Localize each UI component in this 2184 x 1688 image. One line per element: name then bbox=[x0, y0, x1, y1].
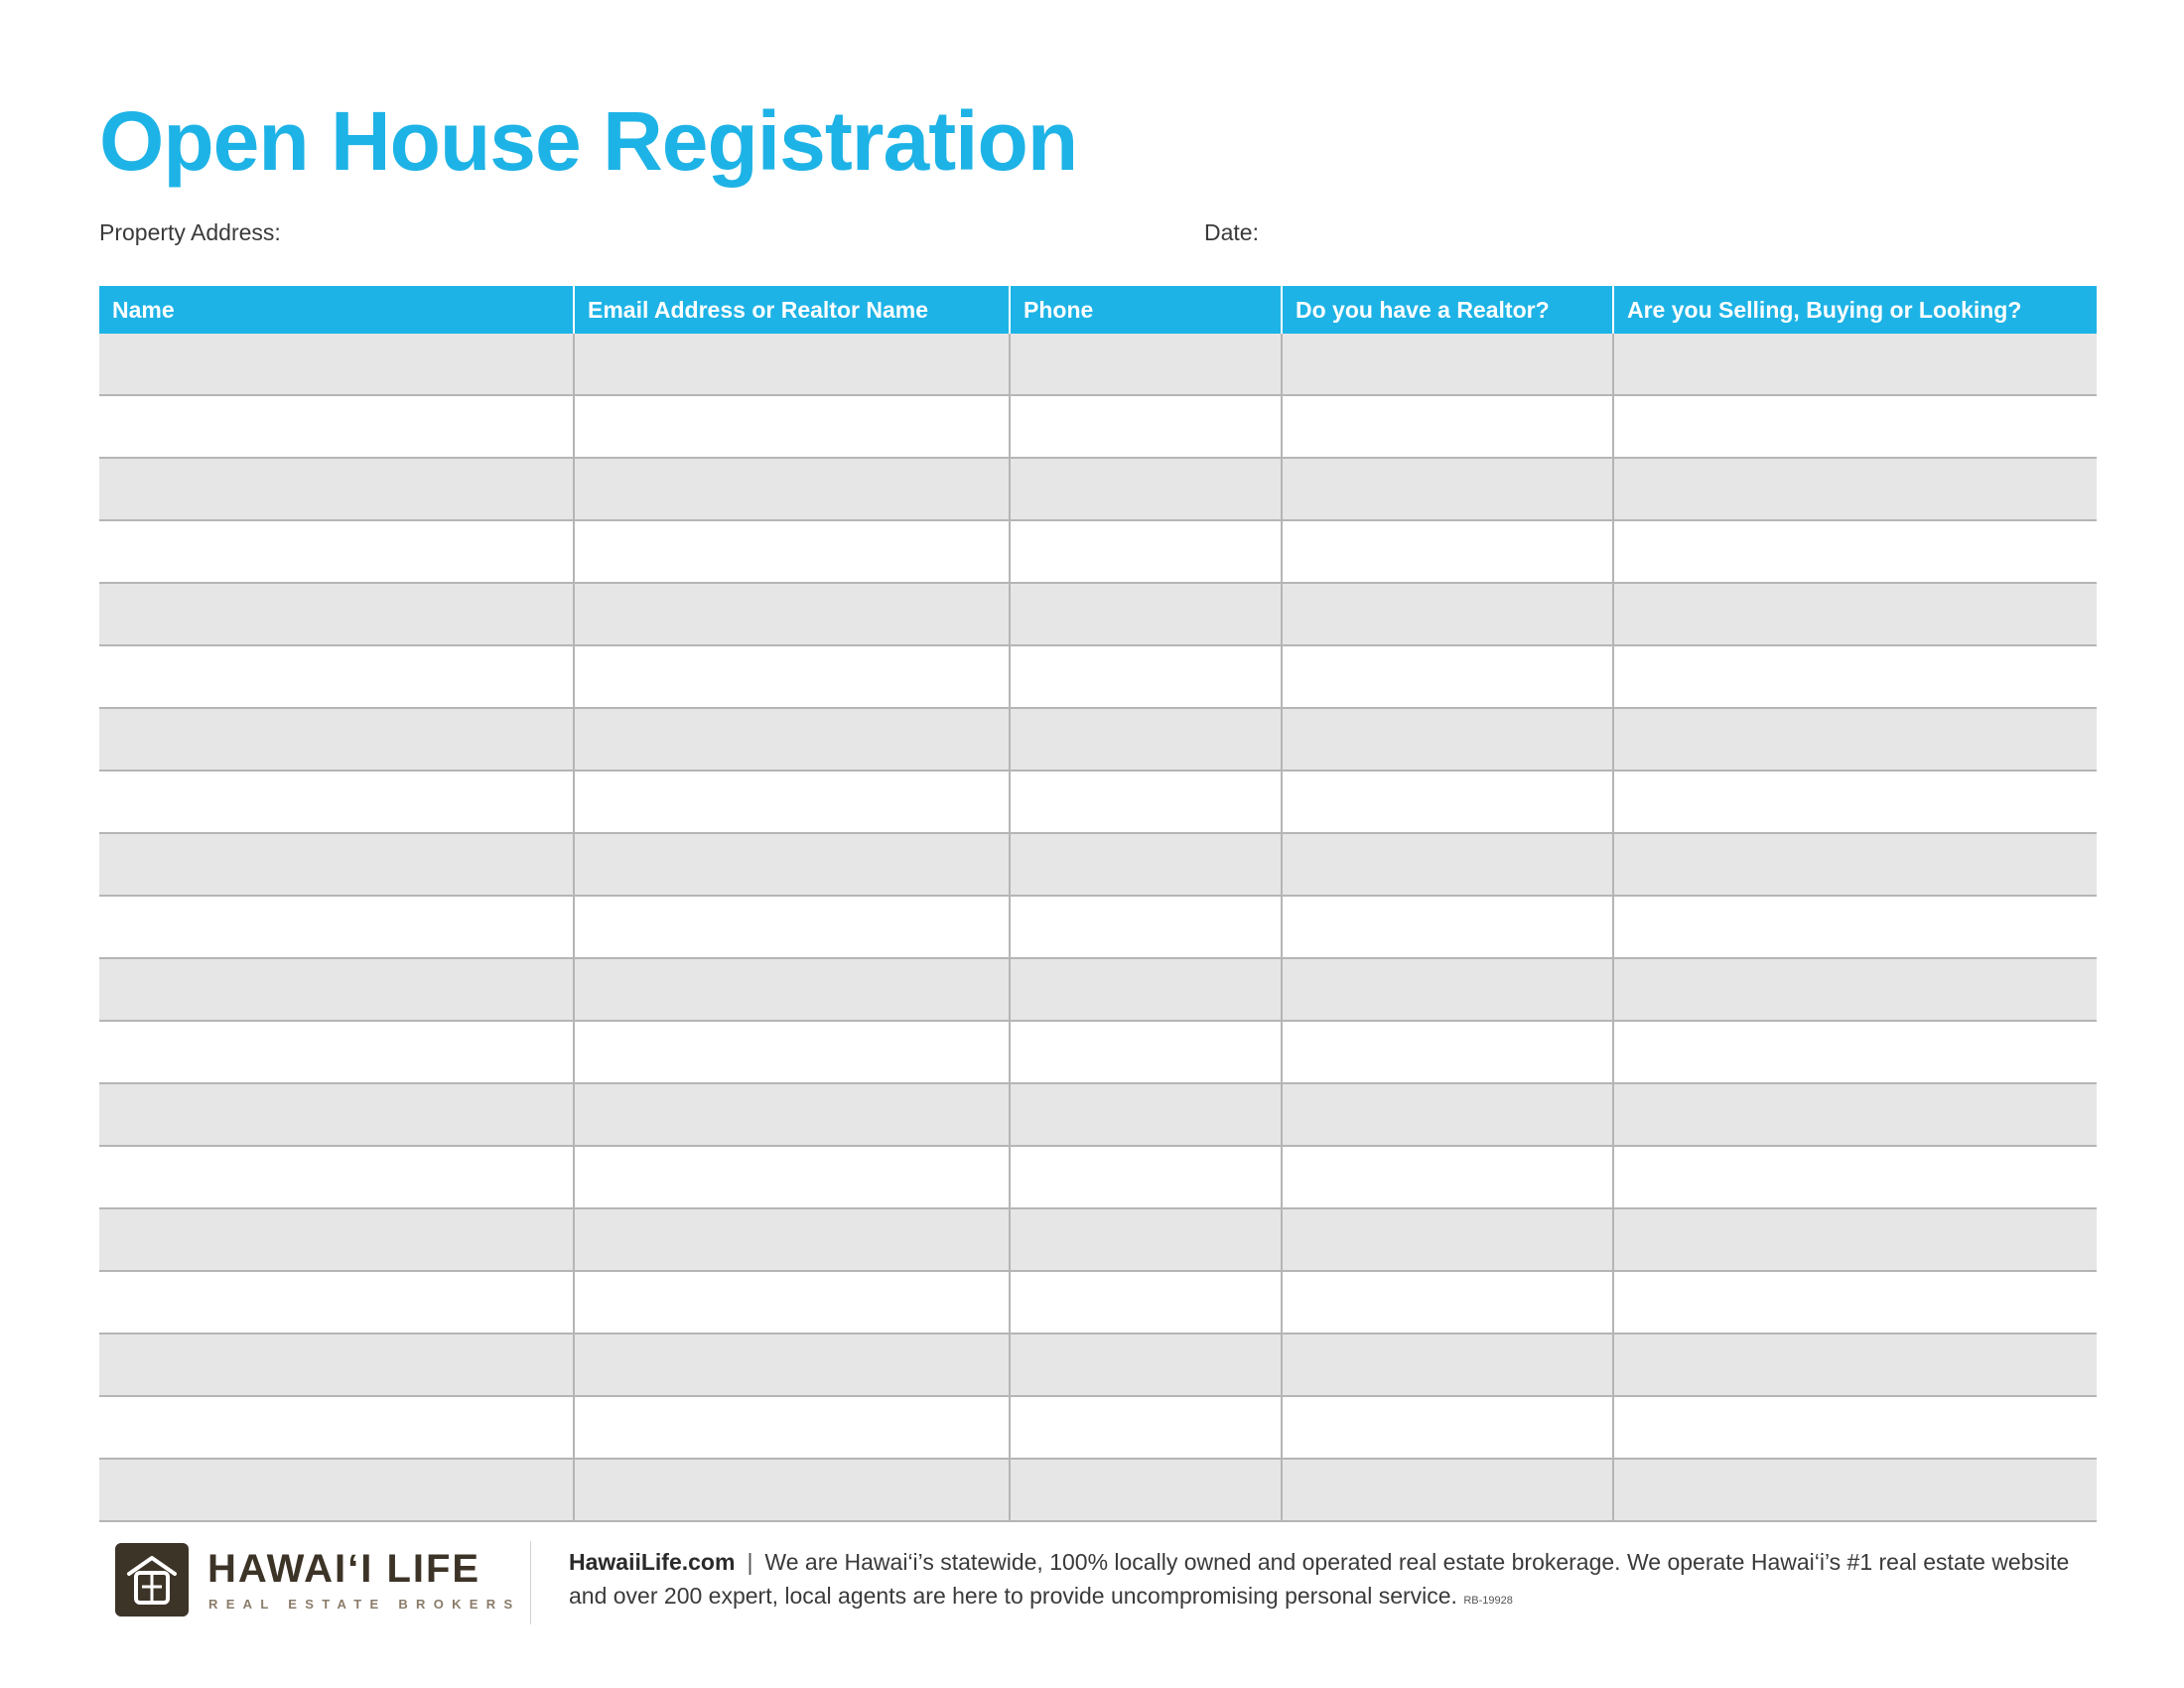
cell-intent[interactable] bbox=[1613, 1459, 2097, 1521]
cell-email[interactable] bbox=[574, 458, 1010, 520]
table-row bbox=[99, 583, 2097, 645]
cell-has-realtor[interactable] bbox=[1282, 896, 1613, 958]
cell-email[interactable] bbox=[574, 1021, 1010, 1083]
cell-email[interactable] bbox=[574, 520, 1010, 583]
cell-email[interactable] bbox=[574, 645, 1010, 708]
cell-email[interactable] bbox=[574, 1146, 1010, 1208]
cell-phone[interactable] bbox=[1010, 1459, 1282, 1521]
cell-phone[interactable] bbox=[1010, 520, 1282, 583]
cell-phone[interactable] bbox=[1010, 395, 1282, 458]
property-address-label: Property Address: bbox=[99, 219, 281, 245]
cell-name[interactable] bbox=[99, 958, 574, 1021]
cell-intent[interactable] bbox=[1613, 334, 2097, 395]
cell-name[interactable] bbox=[99, 1459, 574, 1521]
table-row bbox=[99, 708, 2097, 771]
cell-name[interactable] bbox=[99, 1146, 574, 1208]
cell-intent[interactable] bbox=[1613, 708, 2097, 771]
cell-name[interactable] bbox=[99, 833, 574, 896]
table-row bbox=[99, 395, 2097, 458]
header-phone: Phone bbox=[1010, 286, 1282, 334]
table-body bbox=[99, 334, 2097, 1521]
footer-description bbox=[569, 1545, 2098, 1618]
header-name: Name bbox=[99, 286, 574, 334]
cell-phone[interactable] bbox=[1010, 771, 1282, 833]
header-has-realtor: Do you have a Realtor? bbox=[1282, 286, 1613, 334]
cell-phone[interactable] bbox=[1010, 896, 1282, 958]
brand-tagline: REAL ESTATE BROKERS bbox=[208, 1597, 521, 1612]
cell-phone[interactable] bbox=[1010, 334, 1282, 395]
cell-intent[interactable] bbox=[1613, 395, 2097, 458]
table-row bbox=[99, 1271, 2097, 1334]
table-row bbox=[99, 1146, 2097, 1208]
cell-has-realtor[interactable] bbox=[1282, 334, 1613, 395]
table-row bbox=[99, 1083, 2097, 1146]
table-row bbox=[99, 1396, 2097, 1459]
cell-intent[interactable] bbox=[1613, 1146, 2097, 1208]
cell-has-realtor[interactable] bbox=[1282, 833, 1613, 896]
cell-email[interactable] bbox=[574, 958, 1010, 1021]
cell-name[interactable] bbox=[99, 645, 574, 708]
form-code: RB-19928 bbox=[1463, 1595, 1513, 1607]
table-row bbox=[99, 833, 2097, 896]
table-row bbox=[99, 1021, 2097, 1083]
page-title: Open House Registration bbox=[99, 94, 1078, 188]
cell-name[interactable] bbox=[99, 583, 574, 645]
cell-email[interactable] bbox=[574, 583, 1010, 645]
cell-email[interactable] bbox=[574, 1334, 1010, 1396]
cell-intent[interactable] bbox=[1613, 1396, 2097, 1459]
cell-phone[interactable] bbox=[1010, 1396, 1282, 1459]
cell-intent[interactable] bbox=[1613, 1208, 2097, 1271]
cell-intent[interactable] bbox=[1613, 771, 2097, 833]
cell-name[interactable] bbox=[99, 1021, 574, 1083]
cell-name[interactable] bbox=[99, 334, 574, 395]
cell-phone[interactable] bbox=[1010, 645, 1282, 708]
date-label: Date: bbox=[1204, 219, 1259, 245]
cell-phone[interactable] bbox=[1010, 583, 1282, 645]
cell-phone[interactable] bbox=[1010, 708, 1282, 771]
cell-has-realtor[interactable] bbox=[1282, 1334, 1613, 1396]
cell-phone[interactable] bbox=[1010, 1271, 1282, 1334]
footer-divider bbox=[530, 1541, 531, 1624]
table-row bbox=[99, 958, 2097, 1021]
cell-has-realtor[interactable] bbox=[1282, 583, 1613, 645]
cell-name[interactable] bbox=[99, 520, 574, 583]
cell-email[interactable] bbox=[574, 395, 1010, 458]
cell-has-realtor[interactable] bbox=[1282, 771, 1613, 833]
cell-email[interactable] bbox=[574, 1271, 1010, 1334]
website-link[interactable]: HawaiiLife.com bbox=[569, 1549, 736, 1575]
cell-has-realtor[interactable] bbox=[1282, 1021, 1613, 1083]
cell-email[interactable] bbox=[574, 1396, 1010, 1459]
cell-phone[interactable] bbox=[1010, 958, 1282, 1021]
cell-name[interactable] bbox=[99, 771, 574, 833]
table-row bbox=[99, 771, 2097, 833]
cell-name[interactable] bbox=[99, 1208, 574, 1271]
cell-phone[interactable] bbox=[1010, 833, 1282, 896]
table-row bbox=[99, 1334, 2097, 1396]
cell-intent[interactable] bbox=[1613, 1083, 2097, 1146]
brand-name: HAWAI‘I LIFE bbox=[207, 1547, 481, 1591]
header-intent: Are you Selling, Buying or Looking? bbox=[1613, 286, 2097, 334]
cell-intent[interactable] bbox=[1613, 958, 2097, 1021]
cell-name[interactable] bbox=[99, 1083, 574, 1146]
table-row bbox=[99, 1459, 2097, 1521]
cell-intent[interactable] bbox=[1613, 1271, 2097, 1334]
cell-phone[interactable] bbox=[1010, 1083, 1282, 1146]
header-email: Email Address or Realtor Name bbox=[574, 286, 1010, 334]
cell-has-realtor[interactable] bbox=[1282, 1459, 1613, 1521]
cell-name[interactable] bbox=[99, 896, 574, 958]
cell-email[interactable] bbox=[574, 896, 1010, 958]
footer-separator: | bbox=[747, 1549, 753, 1575]
table-row bbox=[99, 520, 2097, 583]
cell-has-realtor[interactable] bbox=[1282, 1271, 1613, 1334]
cell-has-realtor[interactable] bbox=[1282, 1083, 1613, 1146]
footer bbox=[115, 1541, 2091, 1624]
table-row bbox=[99, 458, 2097, 520]
house-icon bbox=[115, 1543, 189, 1617]
cell-name[interactable] bbox=[99, 1271, 574, 1334]
cell-intent[interactable] bbox=[1613, 520, 2097, 583]
cell-name[interactable] bbox=[99, 395, 574, 458]
cell-email[interactable] bbox=[574, 1083, 1010, 1146]
cell-intent[interactable] bbox=[1613, 1021, 2097, 1083]
cell-email[interactable] bbox=[574, 833, 1010, 896]
cell-phone[interactable] bbox=[1010, 1208, 1282, 1271]
cell-has-realtor[interactable] bbox=[1282, 458, 1613, 520]
cell-email[interactable] bbox=[574, 334, 1010, 395]
cell-has-realtor[interactable] bbox=[1282, 958, 1613, 1021]
cell-email[interactable] bbox=[574, 708, 1010, 771]
table-row bbox=[99, 1208, 2097, 1271]
cell-phone[interactable] bbox=[1010, 1334, 1282, 1396]
cell-name[interactable] bbox=[99, 1396, 574, 1459]
table-row bbox=[99, 645, 2097, 708]
cell-name[interactable] bbox=[99, 1334, 574, 1396]
cell-email[interactable] bbox=[574, 1459, 1010, 1521]
cell-name[interactable] bbox=[99, 708, 574, 771]
table-row bbox=[99, 896, 2097, 958]
table-row bbox=[99, 334, 2097, 395]
cell-phone[interactable] bbox=[1010, 458, 1282, 520]
cell-email[interactable] bbox=[574, 1208, 1010, 1271]
cell-has-realtor[interactable] bbox=[1282, 1396, 1613, 1459]
cell-intent[interactable] bbox=[1613, 583, 2097, 645]
cell-has-realtor[interactable] bbox=[1282, 1146, 1613, 1208]
cell-has-realtor[interactable] bbox=[1282, 520, 1613, 583]
company-description: We are Hawai‘i’s statewide, 100% locally owned and operated real estate brokerage. We operate Hawai‘i’s #1 real estate website and over 200 expert, local agents are here to provide uncompromising personal service. bbox=[569, 1549, 2070, 1609]
table-header-row bbox=[99, 286, 2097, 334]
cell-has-realtor[interactable] bbox=[1282, 1208, 1613, 1271]
cell-intent[interactable] bbox=[1613, 896, 2097, 958]
cell-intent[interactable] bbox=[1613, 1334, 2097, 1396]
cell-phone[interactable] bbox=[1010, 1021, 1282, 1083]
cell-has-realtor[interactable] bbox=[1282, 395, 1613, 458]
cell-email[interactable] bbox=[574, 771, 1010, 833]
cell-intent[interactable] bbox=[1613, 645, 2097, 708]
cell-name[interactable] bbox=[99, 458, 574, 520]
cell-intent[interactable] bbox=[1613, 458, 2097, 520]
cell-phone[interactable] bbox=[1010, 1146, 1282, 1208]
cell-has-realtor[interactable] bbox=[1282, 708, 1613, 771]
cell-has-realtor[interactable] bbox=[1282, 645, 1613, 708]
logo bbox=[115, 1543, 189, 1617]
registration-table bbox=[99, 286, 2097, 1522]
cell-intent[interactable] bbox=[1613, 833, 2097, 896]
